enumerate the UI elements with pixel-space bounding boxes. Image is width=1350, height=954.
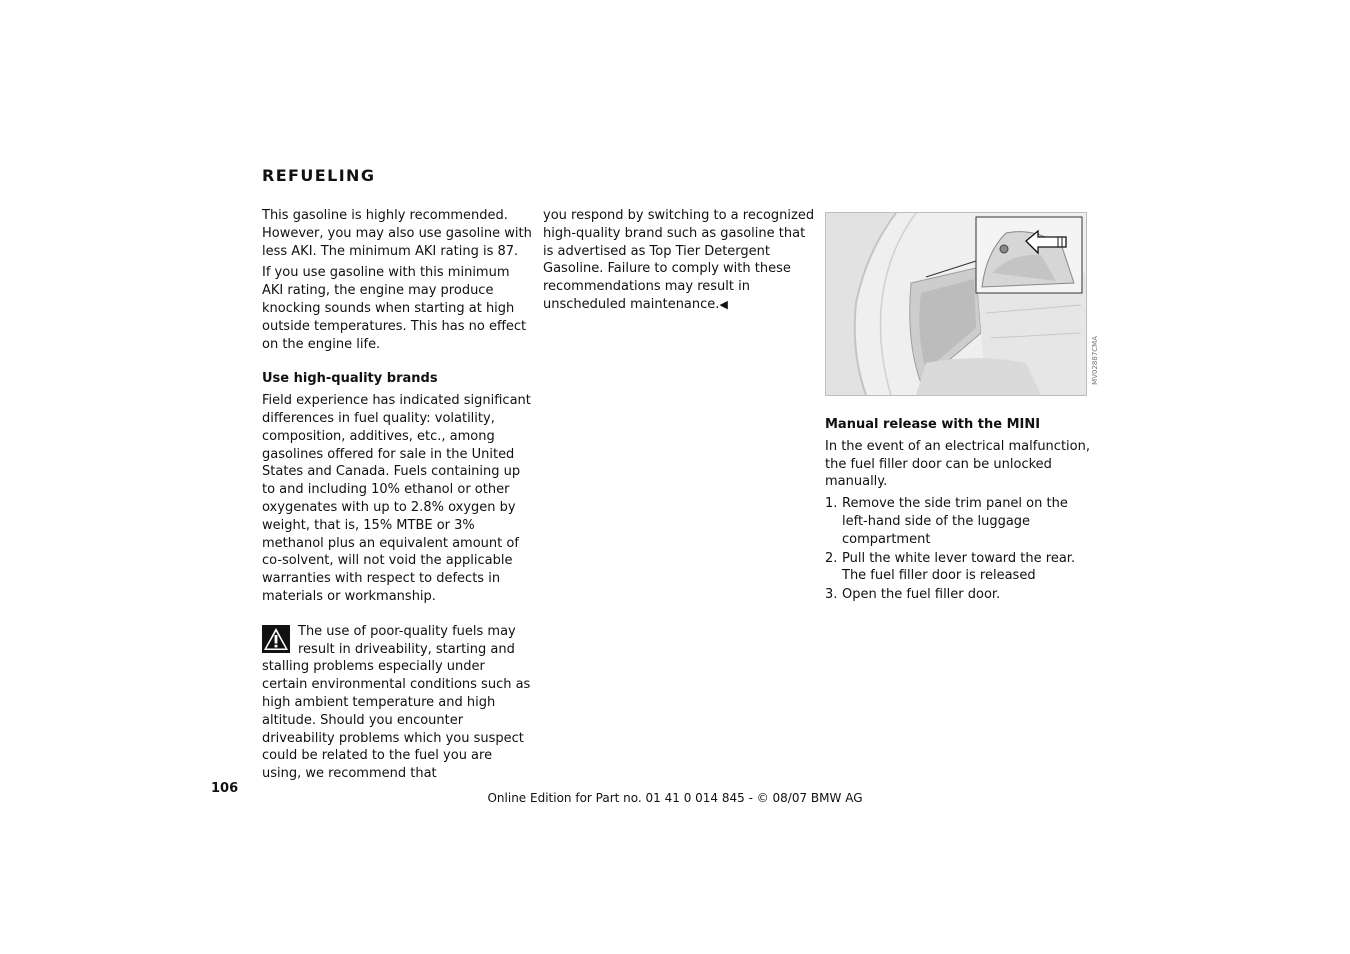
- paragraph-aki-recommendation: This gasoline is highly recommended. However, you may also use gasoline with less AKI. The minimum AKI rating is 87.: [262, 208, 532, 259]
- paragraph-continuation: [543, 207, 815, 314]
- warning-text: The use of poor-quality fuels may result in driveability, starting and stalling problems especially under certain environmental conditions such as high ambient temperature and high altitude. Should you encounter driveability problems which you suspect could be related to the fuel you are using, we recommend that: [262, 623, 531, 782]
- end-mark-icon: ◀: [719, 297, 728, 311]
- warning-note: [262, 623, 534, 783]
- subheading-manual-release: Manual release with the MINI: [825, 417, 1041, 432]
- luggage-compartment-drawing: [826, 213, 1086, 395]
- step-number: 2.: [825, 550, 838, 566]
- paragraph-malfunction: In the event of an electrical malfunction, the fuel filler door can be unlocked manually.: [825, 438, 1090, 490]
- step-number: 1.: [825, 496, 838, 512]
- subheading-brands: Use high-quality brands: [262, 371, 438, 387]
- column-middle: [543, 207, 815, 318]
- figure-code: MV02887CMA: [1091, 336, 1099, 385]
- warning-triangle-icon: [262, 625, 290, 653]
- list-item: [825, 550, 1095, 586]
- steps-list: [825, 495, 1095, 604]
- figure-fuel-release: [825, 212, 1099, 396]
- paragraph-fuel-quality: Field experience has indicated significant differences in fuel quality: volatility, composition, additives, etc., among gasolines offered for sale in the United States and Canada. Fuels containing up to and including 10% ethanol or other oxygenates with up to 2.8% oxygen by weight, that is, 15% MTBE or 3% methanol plus an equivalent amount of co-solvent, will not void the applicable warranties with respect to defects in materials or workmanship.: [262, 393, 531, 604]
- step-number: 3.: [825, 587, 838, 603]
- column-left: [262, 207, 534, 783]
- step-text: Remove the side trim panel on the left-hand side of the luggage compartment: [842, 496, 1068, 547]
- paragraph-knocking: If you use gasoline with this minimum AKI rating, the engine may produce knocking sounds when starting at high outside temperatures. This has no effect on the engine life.: [262, 265, 527, 352]
- continuation-text: you respond by switching to a recognized high-quality brand such as gasoline that is advertised as Top Tier Detergent Gasoline. Failure to comply with these recommendations may result in unscheduled maintenance.: [543, 208, 815, 312]
- step-text: Open the fuel filler door.: [842, 587, 1001, 603]
- section-title: REFUELING: [262, 166, 376, 185]
- column-right: [825, 212, 1099, 605]
- footer-edition-note: Online Edition for Part no. 01 41 0 014 845 - © 08/07 BMW AG: [487, 791, 863, 805]
- page-number: 106: [211, 781, 239, 796]
- list-item: [825, 495, 1095, 548]
- list-item: [825, 586, 1095, 604]
- step-text: Pull the white lever toward the rear. The fuel filler door is released: [842, 550, 1076, 584]
- luggage-compartment-image: [825, 212, 1087, 396]
